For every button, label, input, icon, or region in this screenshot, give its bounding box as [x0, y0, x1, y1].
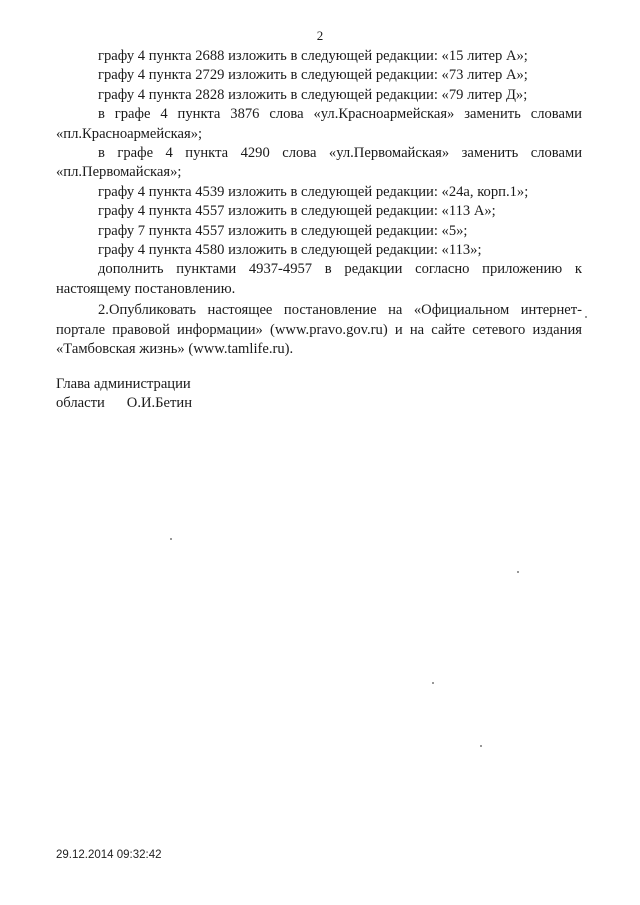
- scan-speck: [517, 571, 519, 573]
- signatory-name: О.И.Бетин: [126, 395, 193, 412]
- paragraph: графу 4 пункта 4539 изложить в следующей редакции: «24а, корп.1»;: [98, 183, 529, 200]
- paragraph: дополнить пунктами 4937-4957 в редакции согласно приложению к настоящему постановлению.: [56, 261, 582, 297]
- paragraph: 2.Опубликовать настоящее постановление на «Официальном интернет-портале правовой информации» (www.pravo.gov.ru) и на сайте сетевого издания «Тамбовская жизнь» (www.tamlife.ru).: [56, 302, 582, 358]
- signature-region: области: [56, 395, 105, 412]
- scan-speck: [480, 745, 482, 747]
- paragraph: графу 4 пункта 2828 изложить в следующей редакции: «79 литер Д»;: [98, 86, 528, 103]
- paragraph: графу 4 пункта 4557 изложить в следующей редакции: «113 А»;: [98, 203, 496, 220]
- page-number: 2: [316, 28, 324, 43]
- paragraph: графу 4 пункта 2729 изложить в следующей редакции: «73 литер А»;: [98, 67, 528, 84]
- timestamp: 29.12.2014 09:32:42: [56, 849, 162, 861]
- paragraph: графу 4 пункта 4580 изложить в следующей редакции: «113»;: [98, 242, 482, 259]
- paragraph: в графе 4 пункта 4290 слова «ул.Первомайская» заменить словами «пл.Первомайская»;: [56, 145, 582, 181]
- signature-title: Глава администрации: [56, 376, 191, 392]
- paragraph: графу 4 пункта 2688 изложить в следующей редакции: «15 литер А»;: [98, 48, 528, 64]
- document-body: [56, 47, 582, 360]
- scan-speck: [170, 538, 172, 540]
- scan-speck: [585, 316, 587, 318]
- paragraph: графу 7 пункта 4557 изложить в следующей редакции: «5»;: [98, 222, 468, 239]
- paragraph: в графе 4 пункта 3876 слова «ул.Красноармейская» заменить словами «пл.Красноармейская»;: [56, 106, 582, 142]
- scan-speck: [432, 682, 434, 684]
- signature-line: [56, 394, 192, 413]
- signature-block: [56, 375, 192, 414]
